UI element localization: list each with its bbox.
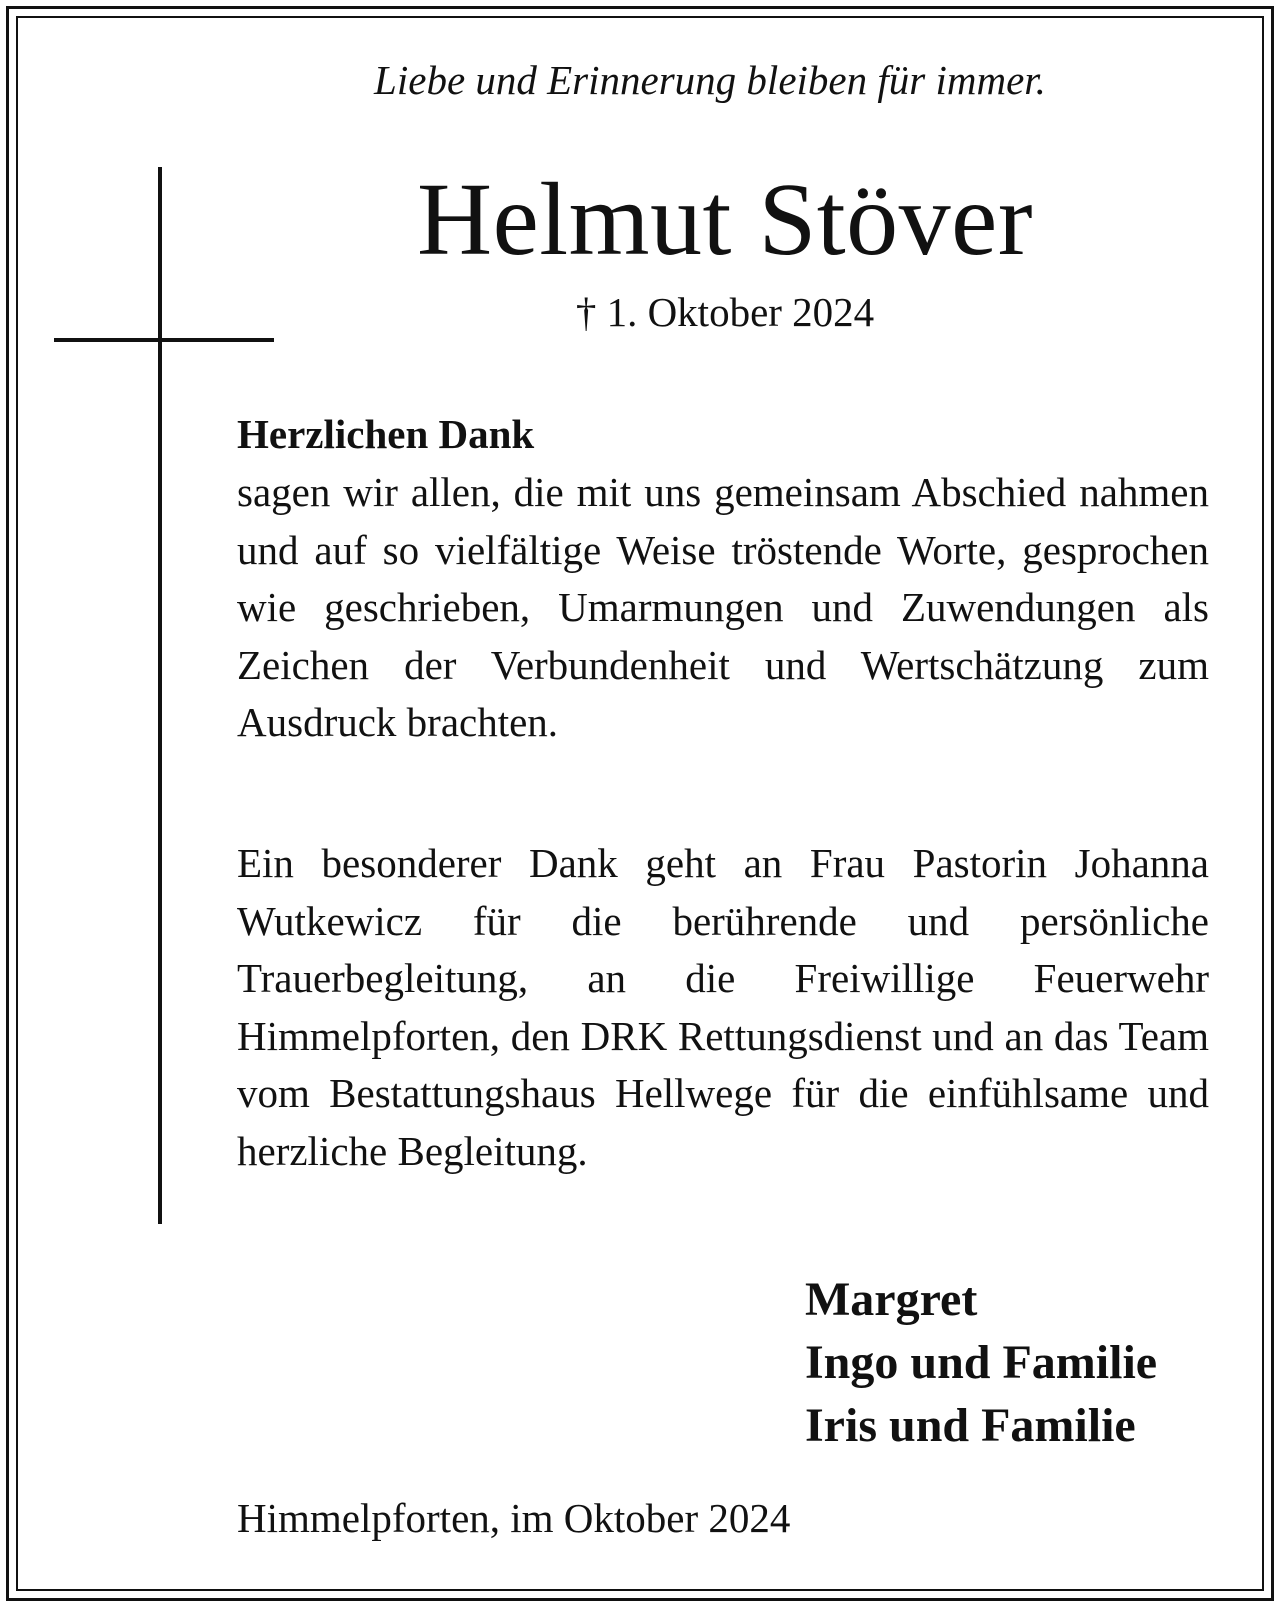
signature-line: Iris und Familie xyxy=(805,1399,1136,1452)
motto: Liebe und Erinnerung bleiben für immer. xyxy=(374,57,1046,103)
thanks-heading: Herzlichen Dank xyxy=(237,411,535,457)
deceased-name: Helmut Stöver xyxy=(417,162,1033,277)
thanks-paragraph-2: Ein besonderer Dank geht an Frau Pastorin Johanna Wutkewicz für die berührende und persönliche Trauerbegleitung, an die Freiwillige Feuerwehr Himmelpforten, den DRK Rettungsdienst und an das Team vom Bestattungshaus Hellwege für die einfühlsame und herzliche Begleitung. xyxy=(237,840,1209,1174)
cross-icon-horizontal-bar xyxy=(54,338,274,342)
signatures xyxy=(805,1268,1157,1457)
place-and-date: Himmelpforten, im Oktober 2024 xyxy=(237,1495,791,1541)
signature-line: Margret xyxy=(805,1273,978,1326)
thanks-paragraph-1: sagen wir allen, die mit uns gemeinsam Abschied nahmen und auf so vielfältige Weise tröstende Worte, gesprochen wie geschrieben, Umarmungen und Zuwendungen als Zeichen der Verbundenheit und Wertschätzung zum Ausdruck brachten. xyxy=(237,469,1209,745)
cross-icon-vertical-bar xyxy=(158,167,162,1224)
signature-line: Ingo und Familie xyxy=(805,1336,1158,1389)
death-date: † 1. Oktober 2024 xyxy=(575,289,875,335)
